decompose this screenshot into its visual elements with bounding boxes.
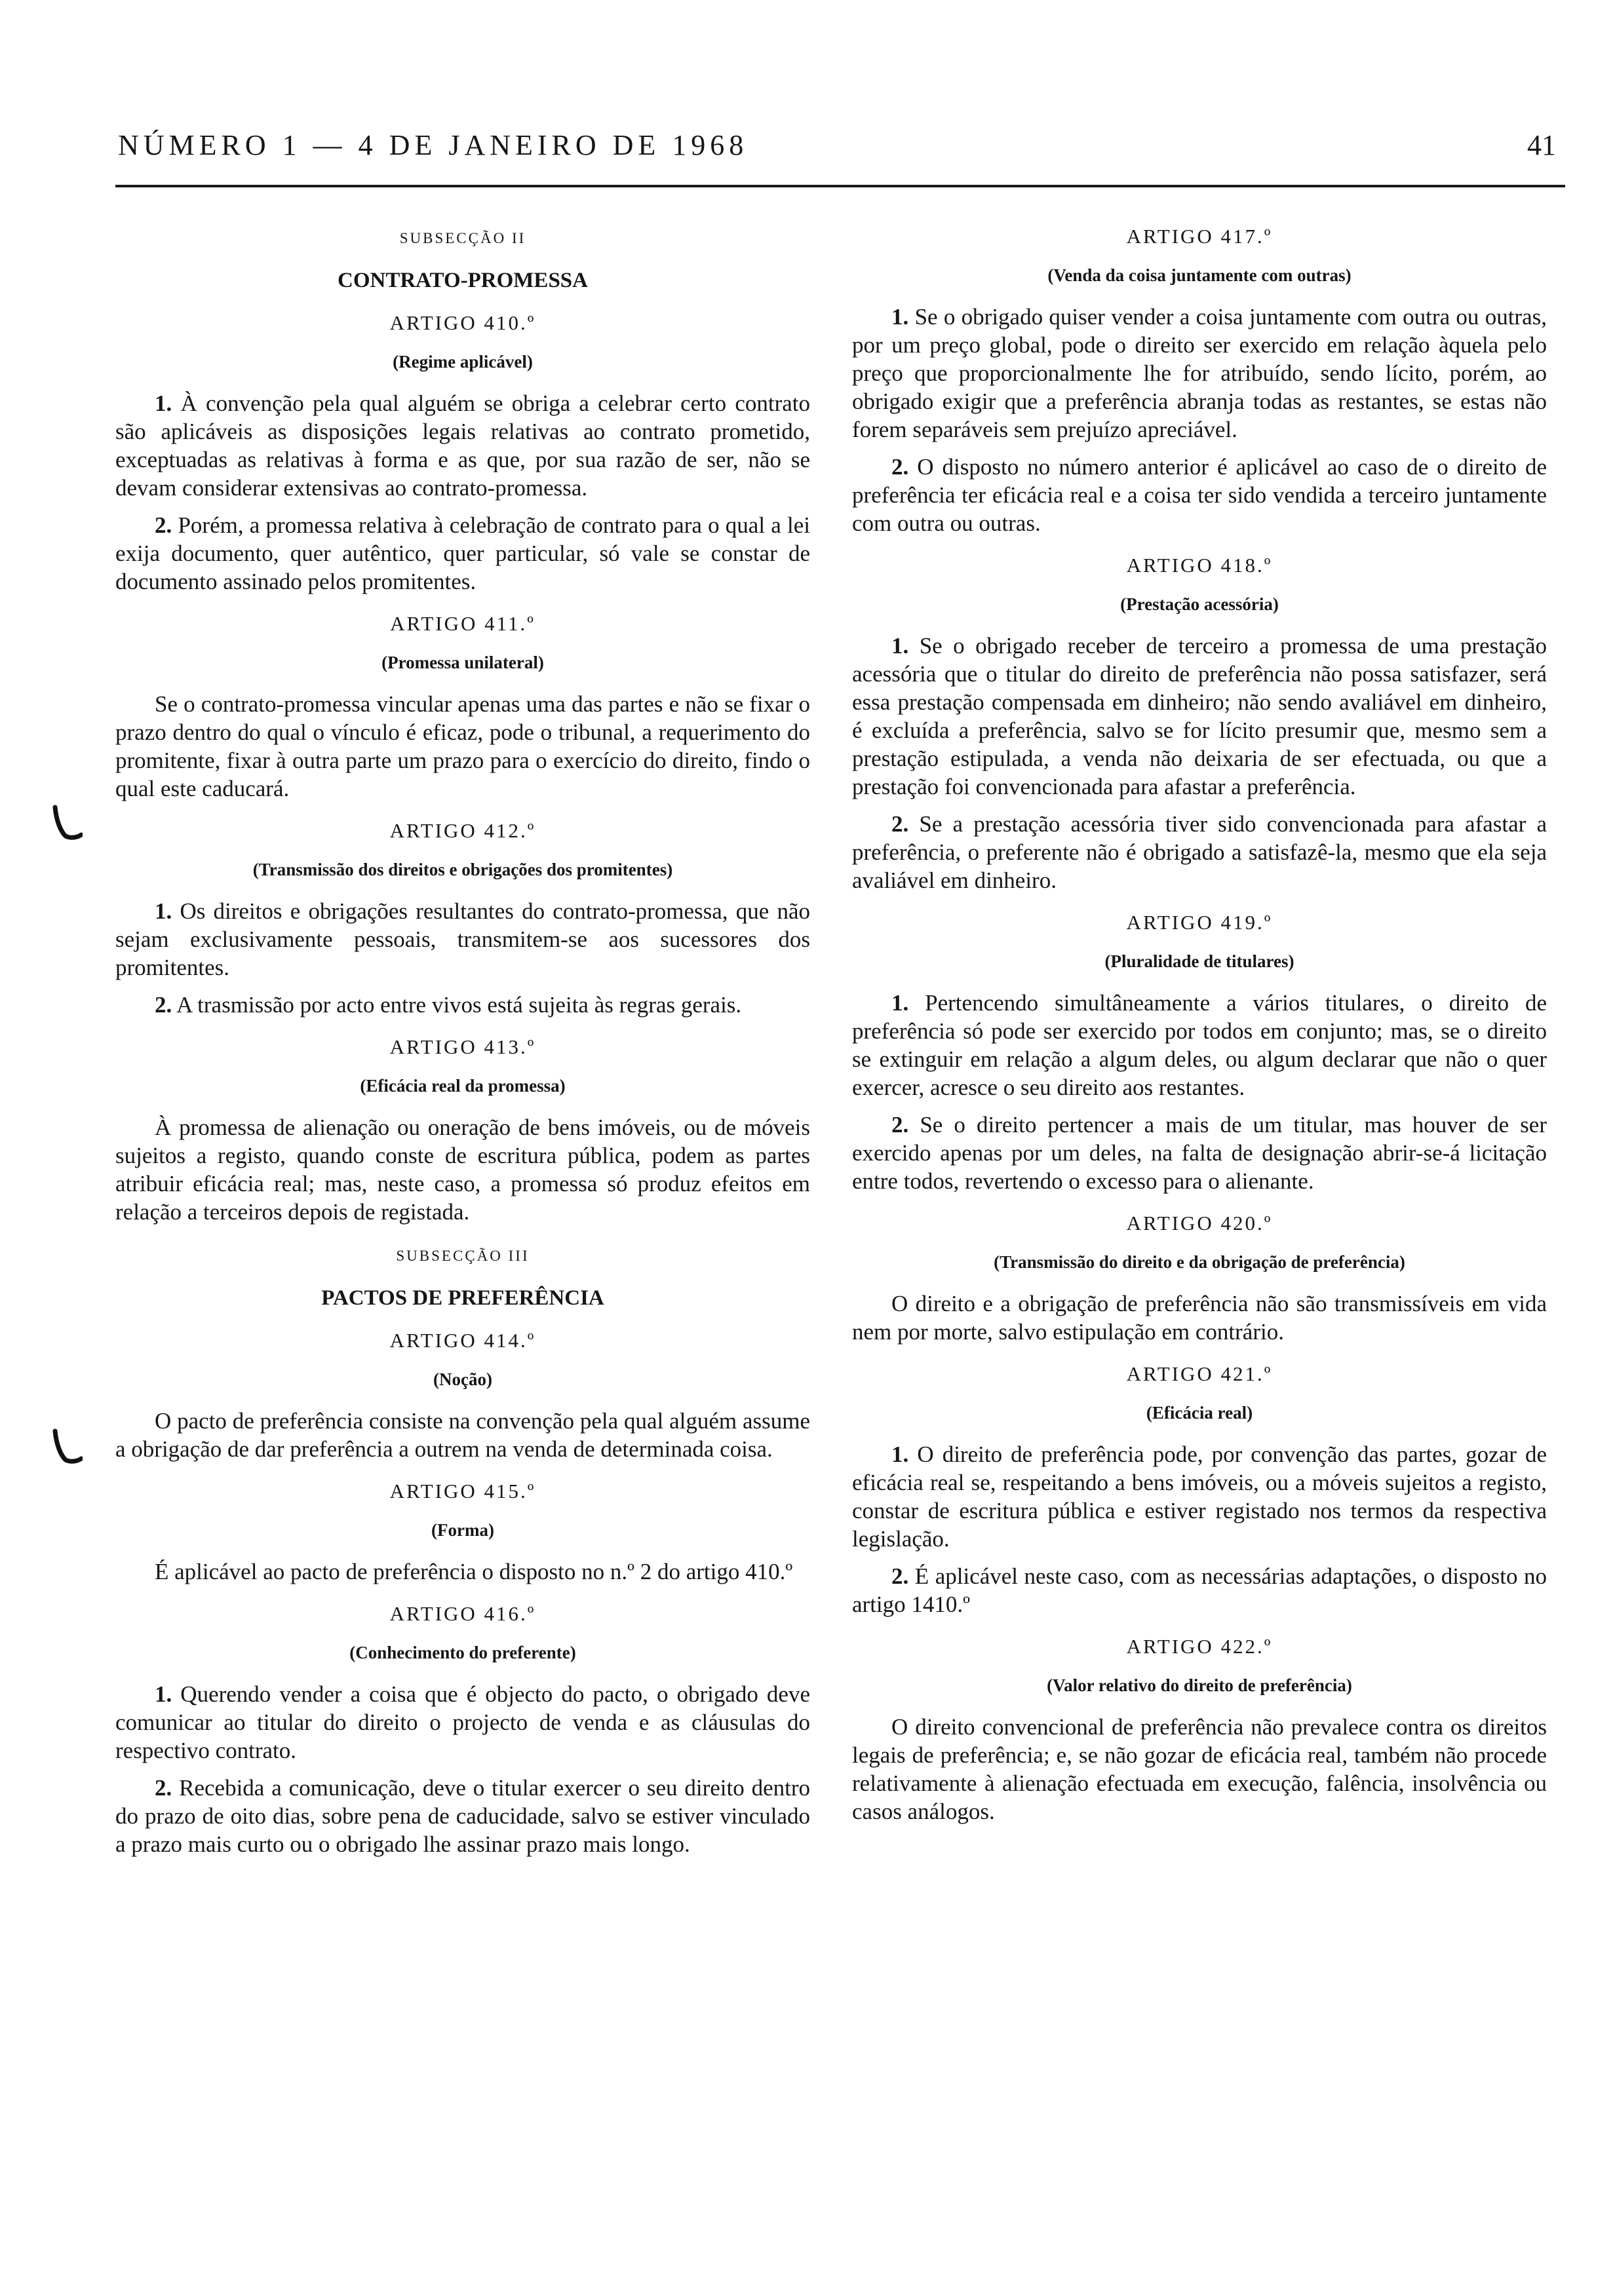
article-421-heading: (Eficácia real) [1146,1403,1253,1423]
article-411-paragraph: Se o contrato-promessa vincular apenas uma das partes e não se fixar o prazo dentro do qual o vínculo é eficaz, pode o tribunal, a requerimento do promitente, fixar à outra parte um prazo para o exercício do direito, findo o qual este caducará. [115,691,810,801]
paragraph-text: Porém, a promessa relativa à celebração de contrato para o qual a lei exija documento, quer autêntico, quer particular, só vale se constar de documento assinado pelos promitentes. [115,512,810,594]
article-418-number: ARTIGO 418.º [1126,554,1273,577]
article-415-heading: (Forma) [431,1520,494,1540]
paragraph-number: 2. [155,1775,172,1801]
article-419-heading: (Pluralidade de titulares) [1104,951,1294,971]
paragraph-text: O direito de preferência pode, por convenção das partes, gozar de eficácia real se, respeitando a bens imóveis, ou a móveis sujeitos a registo, constar de escritura pública e estiver registado nos termos da respectiva legislação. [852,1442,1547,1552]
paragraph-number: 1. [891,990,909,1016]
paragraph-number: 2. [155,992,172,1018]
paragraph-text: Pertencendo simultâneamente a vários titulares, o direito de preferência só pode ser exercido por todos em conjunto; mas, se o direito se extinguir em relação a algum deles, ou algum declarar que não o quer exercer, acresce o seu direito aos restantes. [852,990,1547,1100]
article-420-heading: (Transmissão do direito e da obrigação de preferência) [994,1252,1405,1272]
article-417-heading: (Venda da coisa juntamente com outras) [1047,265,1352,285]
article-418-paragraph-1 [852,632,1547,801]
article-418-heading: (Prestação acessória) [1120,594,1279,614]
subsection-title: PACTOS DE PREFERÊNCIA [321,1286,604,1310]
paragraph-number: 1. [155,1681,172,1707]
article-418-paragraph-2 [852,810,1547,894]
article-417-paragraph-2 [852,453,1547,537]
article-422-number: ARTIGO 422.º [1126,1635,1273,1658]
paragraph-number: 2. [891,454,909,480]
margin-check-icon [51,1428,83,1465]
article-414-heading: (Noção) [433,1369,492,1389]
article-417-paragraph-1 [852,303,1547,444]
article-416-paragraph-1 [115,1680,810,1765]
paragraph-number: 2. [891,811,909,837]
right-column [852,208,1547,1835]
article-422-paragraph: O direito convencional de preferência não prevalece contra os direitos legais de preferência; e, se não gozar de eficácia real, também não procede relativamente à alienação efectuada em execução, falência, insolvência ou casos análogos. [852,1714,1547,1824]
paragraph-text: Se a prestação acessória tiver sido convencionada para afastar a preferência, o preferente não é obrigado a satisfazê-la, mesmo que ela seja avaliável em dinheiro. [852,811,1547,893]
article-410-paragraph-2 [115,511,810,596]
paragraph-text: Se o obrigado receber de terceiro a promessa de uma prestação acessória que o titular do direito de preferência não possa satisfazer, será essa prestação compensada em dinheiro; não sendo avaliável em dinheiro, é excluída a preferência, salvo se for lícito presumir que, mesmo sem a prestação estipulada, a venda não deixaria de ser efectuada, ou que a prestação foi convencionada para afastar a preferência. [852,633,1547,799]
paragraph-number: 1. [155,391,172,416]
paragraph-text: Querendo vender a coisa que é objecto do pacto, o obrigado deve comunicar ao titular do direito o projecto de venda e as cláusulas do respectivo contrato. [115,1681,810,1763]
article-410-heading: (Regime aplicável) [393,352,533,372]
paragraph-number: 2. [155,512,172,538]
article-412-paragraph-2 [115,991,810,1019]
article-415-paragraph: É aplicável ao pacto de preferência o disposto no n.º 2 do artigo 410.º [155,1559,793,1584]
article-416-paragraph-2 [115,1774,810,1858]
article-410-number: ARTIGO 410.º [389,311,536,334]
article-412-number: ARTIGO 412.º [389,819,536,842]
paragraph-number: 2. [891,1112,909,1138]
page-number: 41 [1527,129,1556,161]
article-419-number: ARTIGO 419.º [1126,911,1273,934]
article-420-paragraph: O direito e a obrigação de preferência não são transmissíveis em vida nem por morte, salvo estipulação em contrário. [852,1291,1547,1345]
article-416-number: ARTIGO 416.º [389,1602,536,1625]
article-419-paragraph-2 [852,1111,1547,1195]
paragraph-text: Os direitos e obrigações resultantes do contrato-promessa, que não sejam exclusivamente pessoais, transmitem-se aos sucessores dos promitentes. [115,898,811,980]
paragraph-number: 1. [155,898,172,924]
article-413-number: ARTIGO 413.º [389,1035,536,1058]
paragraph-number: 1. [891,304,909,330]
margin-check-icon [51,805,83,841]
paragraph-text: Se o obrigado quiser vender a coisa juntamente com outra ou outras, por um preço global, pode o direito ser exercido em relação àquela pelo preço que proporcionalmente lhe for atribuído, sendo lícito, porém, ao obrigado exigir que a preferência abranja todas as restantes, se estas não forem separáveis sem prejuízo apreciável. [852,304,1547,442]
paragraph-text: A trasmissão por acto entre vivos está sujeita às regras gerais. [176,992,742,1018]
subsection-label: SUBSECÇÃO II [399,230,526,246]
article-410-paragraph-1 [115,389,810,502]
paragraph-number: 1. [891,633,909,659]
article-416-heading: (Conhecimento do preferente) [349,1643,576,1662]
article-415-number: ARTIGO 415.º [389,1480,536,1502]
article-411-number: ARTIGO 411.º [390,612,535,635]
article-414-paragraph: O pacto de preferência consiste na convenção pela qual alguém assume a obrigação de dar preferência a outrem na venda de determinada coisa. [115,1408,810,1462]
left-column [115,208,810,1867]
article-412-heading: (Transmissão dos direitos e obrigações dos promitentes) [252,860,673,879]
article-412-paragraph-1 [115,897,810,982]
paragraph-number: 2. [891,1563,909,1589]
paragraph-text: O disposto no número anterior é aplicável ao caso de o direito de preferência ter eficácia real e a coisa ter sido vendida a terceiro juntamente com outra ou outras. [852,454,1547,536]
paragraph-text: À convenção pela qual alguém se obriga a celebrar certo contrato são aplicáveis as disposições legais relativas ao contrato prometido, exceptuadas as relativas à forma e as que, por sua razão de ser, não se devam considerar extensivas ao contrato-promessa. [115,391,810,501]
header-divider [115,185,1565,187]
article-419-paragraph-1 [852,989,1547,1101]
article-417-number: ARTIGO 417.º [1126,225,1273,248]
article-413-paragraph: À promessa de alienação ou oneração de bens imóveis, ou de móveis sujeitos a registo, quando conste de escritura pública, podem as partes atribuir eficácia real; mas, neste caso, a promessa só produz efeitos em relação a terceiros depois de registada. [115,1115,810,1225]
paragraph-text: É aplicável neste caso, com as necessárias adaptações, o disposto no artigo 1410.º [852,1563,1547,1617]
article-411-heading: (Promessa unilateral) [381,653,544,672]
article-413-heading: (Eficácia real da promessa) [360,1076,566,1096]
header-title: NÚMERO 1 — 4 DE JANEIRO DE 1968 [118,129,749,161]
paragraph-number: 1. [891,1442,909,1467]
paragraph-text: Se o direito pertencer a mais de um titular, mas houver de ser exercido apenas por um deles, na falta de designação abrir-se-á licitação entre todos, revertendo o excesso para o alienante. [852,1112,1547,1194]
article-420-number: ARTIGO 420.º [1126,1212,1273,1234]
article-414-number: ARTIGO 414.º [389,1329,536,1352]
article-422-heading: (Valor relativo do direito de preferência) [1047,1675,1352,1695]
subsection-label: SUBSECÇÃO III [396,1248,530,1264]
page-header [118,128,1560,174]
paragraph-text: Recebida a comunicação, deve o titular exercer o seu direito dentro do prazo de oito dias, sobre pena de caducidade, salvo se estiver vinculado a prazo mais curto ou o obrigado lhe assinar prazo mais longo. [115,1775,810,1857]
subsection-title: CONTRATO-PROMESSA [338,269,588,292]
article-421-paragraph-2 [852,1562,1547,1618]
article-421-paragraph-1 [852,1440,1547,1553]
article-421-number: ARTIGO 421.º [1126,1362,1273,1385]
